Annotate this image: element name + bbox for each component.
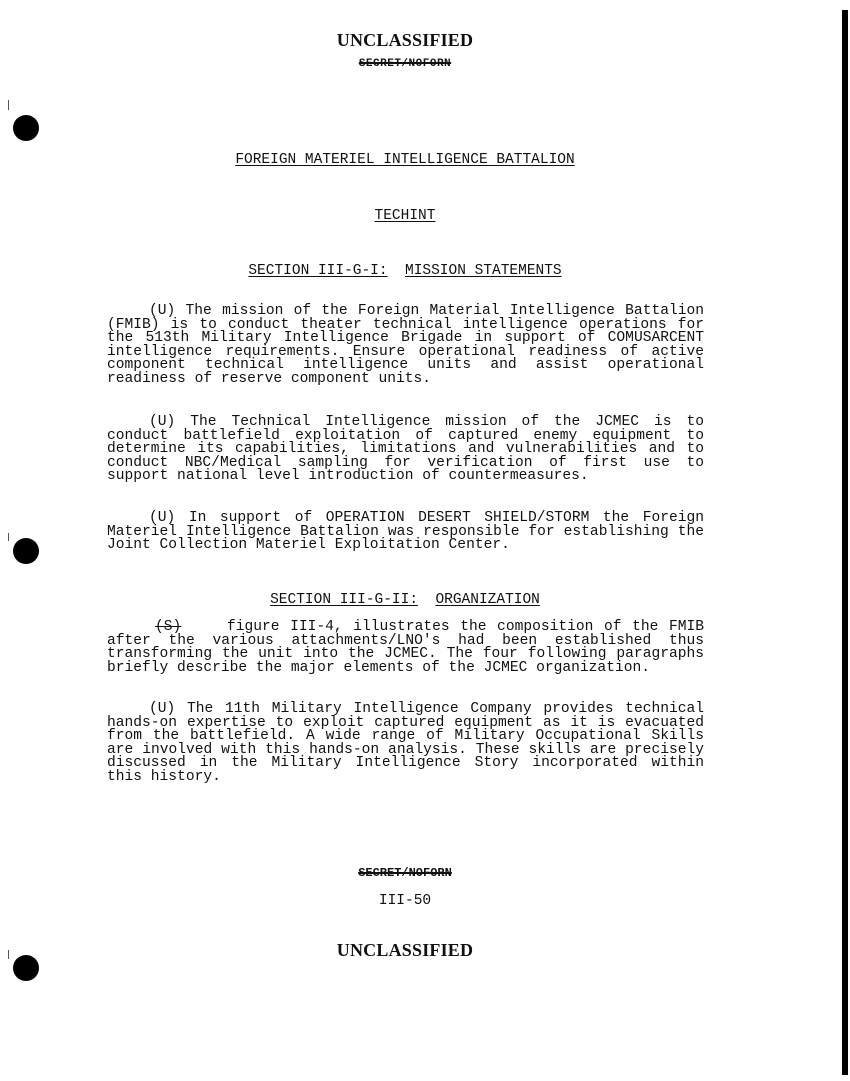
battalion-title: FOREIGN MATERIEL INTELLIGENCE BATTALION (235, 152, 575, 168)
section2-heading (0, 592, 810, 608)
subject-title: TECHINT (374, 208, 436, 224)
punch-hole-top (13, 115, 39, 141)
section1-title: MISSION STATEMENTS (405, 263, 562, 279)
mission-paragraph-3: (U) In support of OPERATION DESERT SHIELD/STORM the Foreign Materiel Intelligence Battalion was responsible for establishing the Joint Collection Materiel Exploitation Center. (107, 510, 704, 554)
scan-edge-bar (842, 10, 848, 1075)
header-struck-marking: SECRET/NOFORN (358, 58, 452, 70)
header-classification: UNCLASSIFIED (336, 30, 474, 50)
organization-paragraph-2: (U) The 11th Military Intelligence Company provides technical hands-on expertise to exploit captured equipment as it is evacuated from the battlefield. A wide range of Military Occupational Skills are involved with this hands-on analysis. These skills are precisely discussed in the Military Intelligence Story incorporated within this history. (107, 701, 704, 785)
mission-paragraph-2: (U) The Technical Intelligence mission of the JCMEC is to conduct battlefield exploitation of captured enemy equipment to determine its capabilities, limitations and vulnerabilities and to conduct NBC/Medical sampling for verification of first use to support national level introduction of countermeasures. (107, 414, 704, 485)
organization-paragraph-1: (S) figure III-4, illustrates the composition of the FMIB after the various attachments/LNO's had been established thus transforming the unit into the JCMEC. The four following paragraphs briefly describe the major elements of the JCMEC organization. (107, 619, 704, 676)
mission-paragraph-1: (U) The mission of the Foreign Material Intelligence Battalion (FMIB) is to conduct theater technical intelligence operations for the 513th Military Intelligence Brigade in support of COMUSARCENT intelligence requirements. Ensure operational readiness of active component technical intelligence units and assist operational readiness of reserve component units. (107, 303, 704, 387)
section1-label: SECTION III-G-I: (248, 263, 388, 279)
section2-title: ORGANIZATION (435, 592, 540, 608)
section1-heading (0, 263, 810, 279)
punch-hole-middle (13, 538, 39, 564)
footer-struck-marking: SECRET/NOFORN (358, 866, 452, 880)
page-number: III-50 (378, 893, 432, 909)
scan-speck (8, 100, 9, 110)
section2-label: SECTION III-G-II: (270, 592, 419, 608)
classification-mark: (S) (155, 619, 182, 635)
scan-speck (8, 533, 9, 541)
footer-classification: UNCLASSIFIED (336, 940, 474, 960)
